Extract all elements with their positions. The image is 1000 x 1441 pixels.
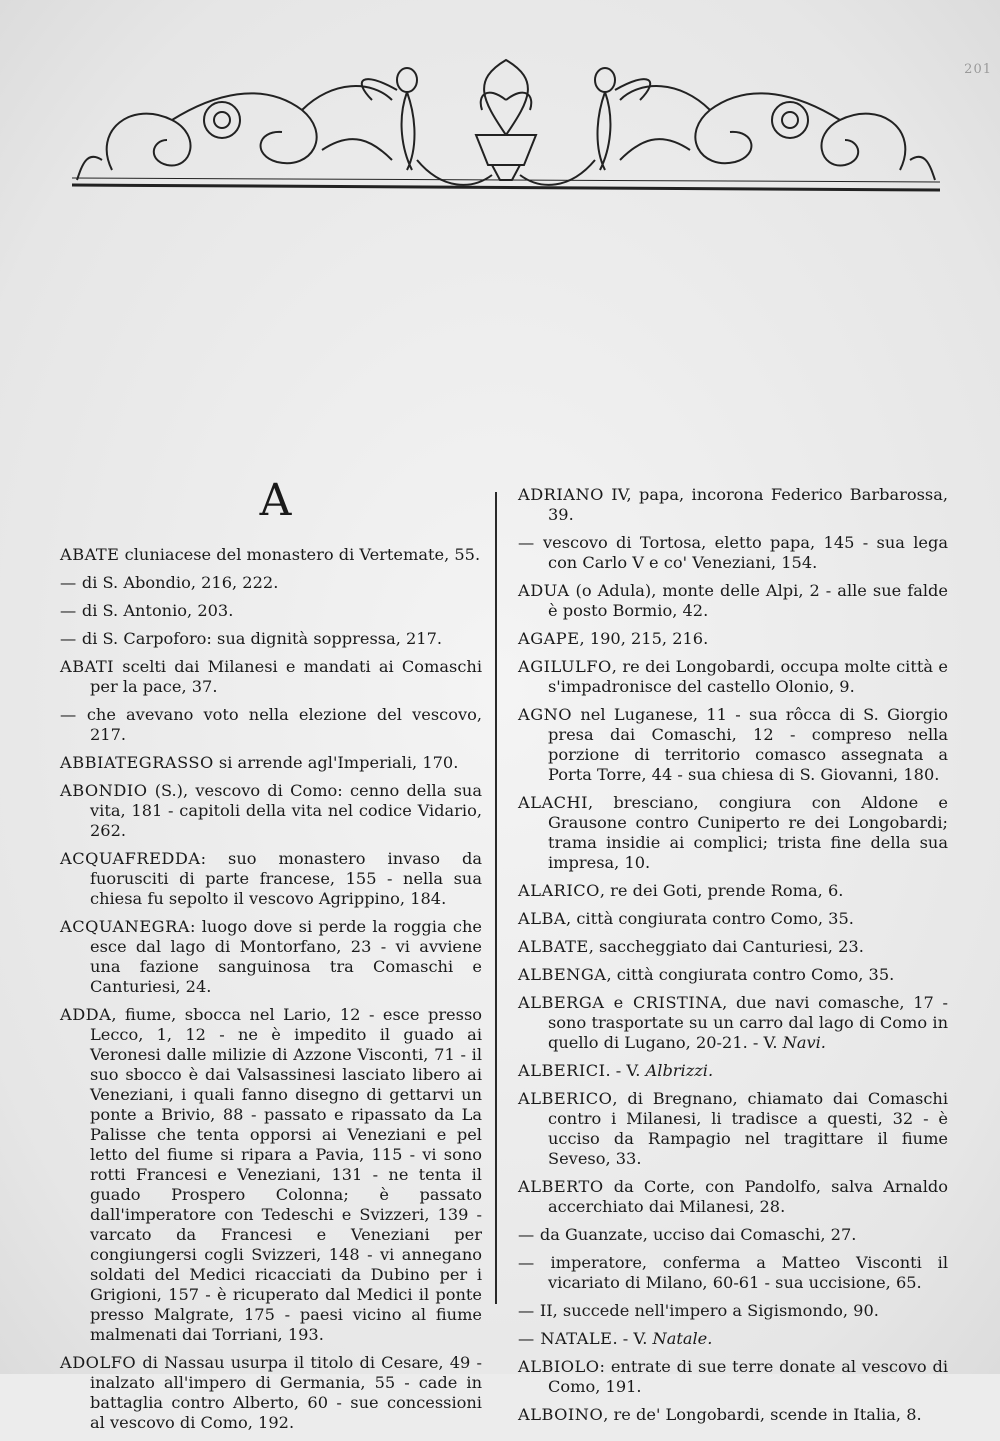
- index-entry: [60, 1005, 482, 1345]
- index-entry: [518, 993, 948, 1053]
- index-entry: [518, 533, 948, 573]
- index-entry: [518, 909, 948, 929]
- entry-text: si arrende agl'Imperiali, 170.: [213, 753, 459, 772]
- index-entry: [60, 601, 482, 621]
- entry-text: di S. Carpoforo: sua dignità soppressa, 217.: [76, 629, 443, 648]
- entry-headword: —: [518, 1301, 535, 1320]
- entry-headword: —: [60, 573, 77, 592]
- entry-headword: —: [518, 1225, 535, 1244]
- index-entry: [60, 781, 482, 841]
- entry-cross-reference: Navi.: [782, 1033, 826, 1052]
- entry-text: di S. Abondio, 216, 222.: [76, 573, 279, 592]
- ornamental-headpiece-icon: [72, 40, 940, 200]
- entry-headword: AGNO: [518, 705, 573, 724]
- entry-text: , re dei Goti, prende Roma, 6.: [599, 881, 844, 900]
- entry-text: IV, papa, incorona Federico Barbarossa, 39.: [548, 485, 948, 524]
- entry-headword: ABBIATEGRASSO: [60, 753, 214, 772]
- entry-text: . - V.: [612, 1329, 653, 1348]
- column-divider: [495, 492, 497, 1304]
- entry-text: , saccheggiato dai Canturiesi, 23.: [588, 937, 864, 956]
- index-entry: [518, 793, 948, 873]
- entry-headword: ADDA: [60, 1005, 112, 1024]
- index-column-right: [518, 485, 948, 1433]
- index-entry: [518, 705, 948, 785]
- entry-text: , re de' Longobardi, scende in Italia, 8.: [603, 1405, 922, 1424]
- entry-headword: ALBA: [518, 909, 567, 928]
- entry-headword: ABATE: [60, 545, 120, 564]
- index-entry: [518, 1177, 948, 1217]
- entry-text: : luogo dove si perde la roggia che esce dal lago di Montorfano, 23 - vi avviene una fazione sanguinosa tra Comaschi e Canturiesi, 24.: [90, 917, 482, 996]
- entry-text: , città congiurata contro Como, 35.: [566, 909, 854, 928]
- index-entry: [518, 937, 948, 957]
- index-entry: [60, 657, 482, 697]
- entry-headword: —: [60, 601, 77, 620]
- index-entry: [60, 849, 482, 909]
- entry-text: : suo monastero invaso da fuorusciti di parte francese, 155 - nella sua chiesa fu sepolto il vescovo Agrippino, 184.: [90, 849, 482, 908]
- index-entry: [518, 881, 948, 901]
- entry-text: , fiume, sbocca nel Lario, 12 - esce presso Lecco, 1, 12 - ne è impedito il guado ai Veronesi dalle milizie di Azzone Visconti, 71 - il suo sbocco è dai Valsassinesi lasciato libero ai Veneziani, i quali fanno disegno di gettarvi un ponte a Brivio, 88 - passato e ripassato da La Palisse che tenta opporsi ai Veneziani e pel letto del fiume si ripara a Pavia, 115 - vi sono rotti Francesi e Veneziani, 131 - ne tenta il guado Prospero Colonna; è passato dall'imperatore con Tedeschi e Svizzeri, 139 - varcato da Francesi e Veneziani per congiungersi cogli Svizzeri, 148 - vi annegano soldati del Medici ricacciati da Dubino per i Grigioni, 157 - è ricuperato dal Medici il ponte presso Malgrate, 175 - paesi vicino al fiume malmenati dai Torriani, 193.: [90, 1005, 482, 1344]
- entry-headword: AGAPE: [518, 629, 580, 648]
- entry-headword: ALBERGA e CRISTINA: [518, 993, 723, 1012]
- index-entry: [518, 1061, 948, 1081]
- index-entry: [60, 629, 482, 649]
- entry-text: imperatore, conferma a Matteo Visconti il vicariato di Milano, 60-61 - sua uccisione, 65.: [534, 1253, 948, 1292]
- entry-text: : entrate di sue terre donate al vescovo di Como, 191.: [548, 1357, 948, 1396]
- index-entry: [518, 1301, 948, 1321]
- index-entry: [518, 1089, 948, 1169]
- entry-headword: ALBERICO: [518, 1089, 613, 1108]
- entry-text: vescovo di Tortosa, eletto papa, 145 - sua lega con Carlo V e co' Veneziani, 154.: [534, 533, 948, 572]
- entry-headword: ALBATE: [518, 937, 589, 956]
- entry-headword: AGILULFO: [518, 657, 612, 676]
- index-entry: [518, 657, 948, 697]
- entry-headword: ALACHI: [518, 793, 589, 812]
- entry-headword: ALBENGA: [518, 965, 607, 984]
- index-entry: [60, 753, 482, 773]
- index-entry: [518, 1357, 948, 1397]
- index-entry: [518, 581, 948, 621]
- entry-headword: ADOLFO: [60, 1353, 137, 1372]
- entry-text: , due navi comasche, 17 - sono trasportate su un carro dal lago di Como in quello di Lugano, 20-21. - V.: [548, 993, 949, 1052]
- entry-text: da Corte, con Pandolfo, salva Arnaldo accerchiato dai Milanesi, 28.: [548, 1177, 948, 1216]
- entry-headword: ADUA: [518, 581, 570, 600]
- entry-text: , re dei Longobardi, occupa molte città e s'impadronisce del castello Olonio, 9.: [548, 657, 948, 696]
- page-number: 201: [964, 62, 992, 77]
- entry-text: , di Bregnano, chiamato dai Comaschi contro i Milanesi, li tradisce a questi, 32 - è ucciso da Rampagio nel tragittare il fiume Seveso, 33.: [548, 1089, 948, 1168]
- entry-text: da Guanzate, ucciso dai Comaschi, 27.: [534, 1225, 857, 1244]
- index-entry: [518, 629, 948, 649]
- entry-text: di Nassau usurpa il titolo di Cesare, 49 - inalzato all'impero di Germania, 55 - cade in battaglia contro Alberto, 60 - sue concessioni al vescovo di Como, 192.: [90, 1353, 482, 1432]
- entry-headword: ALBERTO: [518, 1177, 604, 1196]
- entry-text: , città congiurata contro Como, 35.: [606, 965, 895, 984]
- entry-text: di S. Antonio, 203.: [76, 601, 234, 620]
- index-entry: [60, 545, 482, 565]
- entry-headword: — NATALE: [518, 1329, 613, 1348]
- entry-headword: ALBERICI: [518, 1061, 606, 1080]
- entry-headword: —: [60, 629, 77, 648]
- entry-text: che avevano voto nella elezione del vescovo, 217.: [76, 705, 482, 744]
- index-entry: [518, 965, 948, 985]
- index-entry: [518, 1405, 948, 1425]
- entry-text: scelti dai Milanesi e mandati ai Comaschi per la pace, 37.: [90, 657, 482, 696]
- entry-headword: ABONDIO: [60, 781, 148, 800]
- index-column-left: [60, 545, 482, 1441]
- entry-headword: ALARICO: [518, 881, 600, 900]
- entry-headword: ACQUANEGRA: [60, 917, 190, 936]
- index-entry: [518, 485, 948, 525]
- entry-text: , 190, 215, 216.: [579, 629, 709, 648]
- entry-text: (o Adula), monte delle Alpi, 2 - alle sue falde è posto Bormio, 42.: [548, 581, 948, 620]
- section-letter: A: [259, 475, 293, 526]
- entry-text: cluniacese del monastero di Vertemate, 55.: [119, 545, 481, 564]
- entry-text: II, succede nell'impero a Sigismondo, 90.: [534, 1301, 879, 1320]
- index-entry: [60, 1353, 482, 1433]
- entry-text: nel Luganese, 11 - sua rôcca di S. Giorgio presa dai Comaschi, 12 - compreso nella porzione di territorio comasco assegnata a Porta Torre, 44 - sua chiesa di S. Giovanni, 180.: [548, 705, 948, 784]
- entry-headword: —: [60, 705, 77, 724]
- entry-text: (S.), vescovo di Como: cenno della sua vita, 181 - capitoli della vita nel codice Vidario, 262.: [90, 781, 482, 840]
- entry-headword: ALBIOLO: [518, 1357, 600, 1376]
- entry-cross-reference: Albrizzi.: [645, 1061, 714, 1080]
- entry-text: . - V.: [605, 1061, 646, 1080]
- entry-cross-reference: Natale.: [652, 1329, 713, 1348]
- entry-text: , bresciano, congiura con Aldone e Grausone contro Cuniperto re dei Longobardi; trama insidie ai complici; trista fine della sua impresa, 10.: [548, 793, 948, 872]
- entry-headword: ADRIANO: [518, 485, 604, 504]
- entry-headword: ABATI: [60, 657, 115, 676]
- index-entry: [518, 1329, 948, 1349]
- index-entry: [60, 917, 482, 997]
- entry-headword: ACQUAFREDDA: [60, 849, 201, 868]
- index-entry: [518, 1253, 948, 1293]
- entry-headword: —: [518, 533, 535, 552]
- index-entry: [518, 1225, 948, 1245]
- entry-headword: —: [518, 1253, 535, 1272]
- index-entry: [60, 705, 482, 745]
- entry-headword: ALBOINO: [518, 1405, 604, 1424]
- index-entry: [60, 573, 482, 593]
